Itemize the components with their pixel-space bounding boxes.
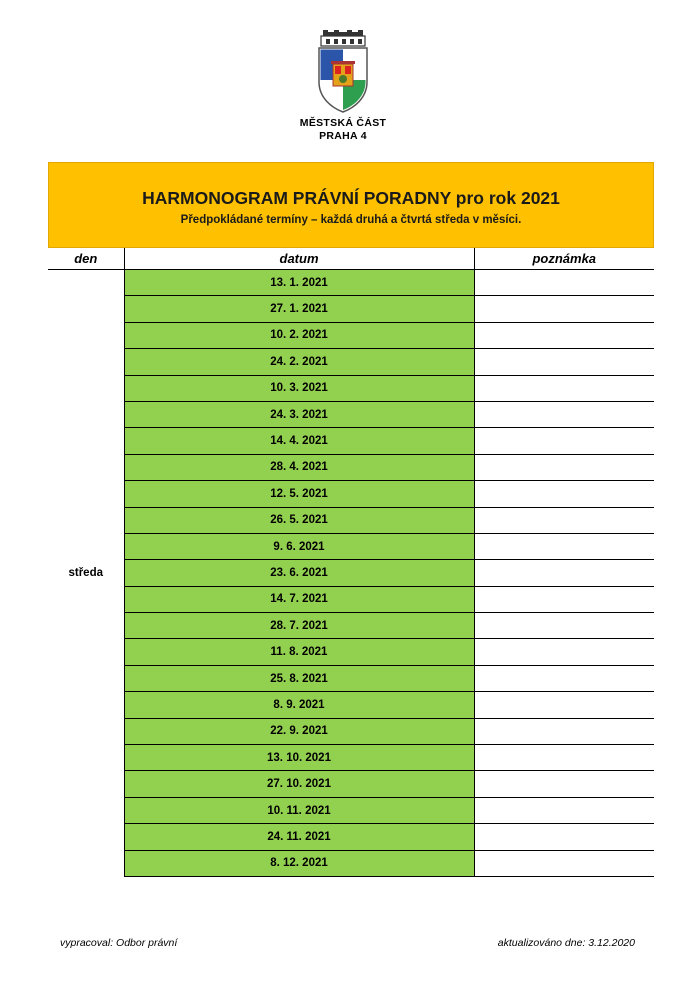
- date-cell: 10. 11. 2021: [124, 797, 474, 823]
- note-cell: [474, 349, 654, 375]
- table-header-row: [48, 248, 654, 270]
- table-row: [48, 771, 654, 797]
- date-cell: 24. 11. 2021: [124, 824, 474, 850]
- table-row: [48, 718, 654, 744]
- date-cell: 13. 1. 2021: [124, 270, 474, 296]
- date-cell: 24. 3. 2021: [124, 401, 474, 427]
- table-row: [48, 533, 654, 559]
- note-cell: [474, 850, 654, 876]
- note-cell: [474, 745, 654, 771]
- note-cell: [474, 692, 654, 718]
- table-row: [48, 375, 654, 401]
- note-cell: [474, 481, 654, 507]
- column-header-poznamka: poznámka: [474, 248, 654, 270]
- date-cell: 25. 8. 2021: [124, 665, 474, 691]
- date-cell: 10. 2. 2021: [124, 322, 474, 348]
- note-cell: [474, 533, 654, 559]
- table-row: [48, 586, 654, 612]
- date-cell: 10. 3. 2021: [124, 375, 474, 401]
- note-cell: [474, 718, 654, 744]
- day-cell: středa: [48, 270, 124, 877]
- date-cell: 12. 5. 2021: [124, 481, 474, 507]
- date-cell: 14. 4. 2021: [124, 428, 474, 454]
- table-row: [48, 824, 654, 850]
- municipality-district: PRAHA 4: [319, 130, 367, 142]
- page-subtitle: Předpokládané termíny – každá druhá a čtvrtá středa v měsíci.: [180, 214, 522, 226]
- date-cell: 9. 6. 2021: [124, 533, 474, 559]
- date-cell: 27. 1. 2021: [124, 296, 474, 322]
- note-cell: [474, 797, 654, 823]
- date-cell: 13. 10. 2021: [124, 745, 474, 771]
- schedule-body: [48, 270, 654, 877]
- date-cell: 26. 5. 2021: [124, 507, 474, 533]
- date-cell: 23. 6. 2021: [124, 560, 474, 586]
- note-cell: [474, 771, 654, 797]
- table-row: [48, 349, 654, 375]
- note-cell: [474, 375, 654, 401]
- praha4-coat-of-arms-logo: [314, 30, 372, 114]
- note-cell: [474, 613, 654, 639]
- date-cell: 8. 12. 2021: [124, 850, 474, 876]
- table-row: [48, 270, 654, 296]
- note-cell: [474, 270, 654, 296]
- date-cell: 11. 8. 2021: [124, 639, 474, 665]
- column-header-datum: datum: [124, 248, 474, 270]
- prepared-by: vypracoval: Odbor právní: [60, 937, 178, 949]
- municipality-name: MĚSTSKÁ ČÁST: [299, 117, 387, 129]
- date-cell: 8. 9. 2021: [124, 692, 474, 718]
- table-row: [48, 296, 654, 322]
- note-cell: [474, 428, 654, 454]
- table-row: [48, 665, 654, 691]
- date-cell: 22. 9. 2021: [124, 718, 474, 744]
- note-cell: [474, 322, 654, 348]
- table-row: [48, 797, 654, 823]
- note-cell: [474, 507, 654, 533]
- date-cell: 24. 2. 2021: [124, 349, 474, 375]
- date-cell: 28. 7. 2021: [124, 613, 474, 639]
- note-cell: [474, 401, 654, 427]
- note-cell: [474, 639, 654, 665]
- table-row: [48, 850, 654, 876]
- note-cell: [474, 586, 654, 612]
- table-row: [48, 401, 654, 427]
- note-cell: [474, 560, 654, 586]
- table-row: [48, 481, 654, 507]
- date-cell: 28. 4. 2021: [124, 454, 474, 480]
- updated-date: aktualizováno dne: 3.12.2020: [497, 937, 635, 949]
- note-cell: [474, 454, 654, 480]
- date-cell: 27. 10. 2021: [124, 771, 474, 797]
- schedule-table: [48, 248, 654, 877]
- table-row: [48, 322, 654, 348]
- table-row: [48, 428, 654, 454]
- header-banner: [48, 162, 654, 248]
- table-row: [48, 507, 654, 533]
- table-row: [48, 639, 654, 665]
- column-header-den: den: [48, 248, 124, 270]
- table-row: [48, 560, 654, 586]
- page-title: HARMONOGRAM PRÁVNÍ PORADNY pro rok 2021: [142, 188, 560, 208]
- table-row: [48, 454, 654, 480]
- note-cell: [474, 296, 654, 322]
- note-cell: [474, 824, 654, 850]
- note-cell: [474, 665, 654, 691]
- table-row: [48, 745, 654, 771]
- table-row: [48, 613, 654, 639]
- table-row: [48, 692, 654, 718]
- date-cell: 14. 7. 2021: [124, 586, 474, 612]
